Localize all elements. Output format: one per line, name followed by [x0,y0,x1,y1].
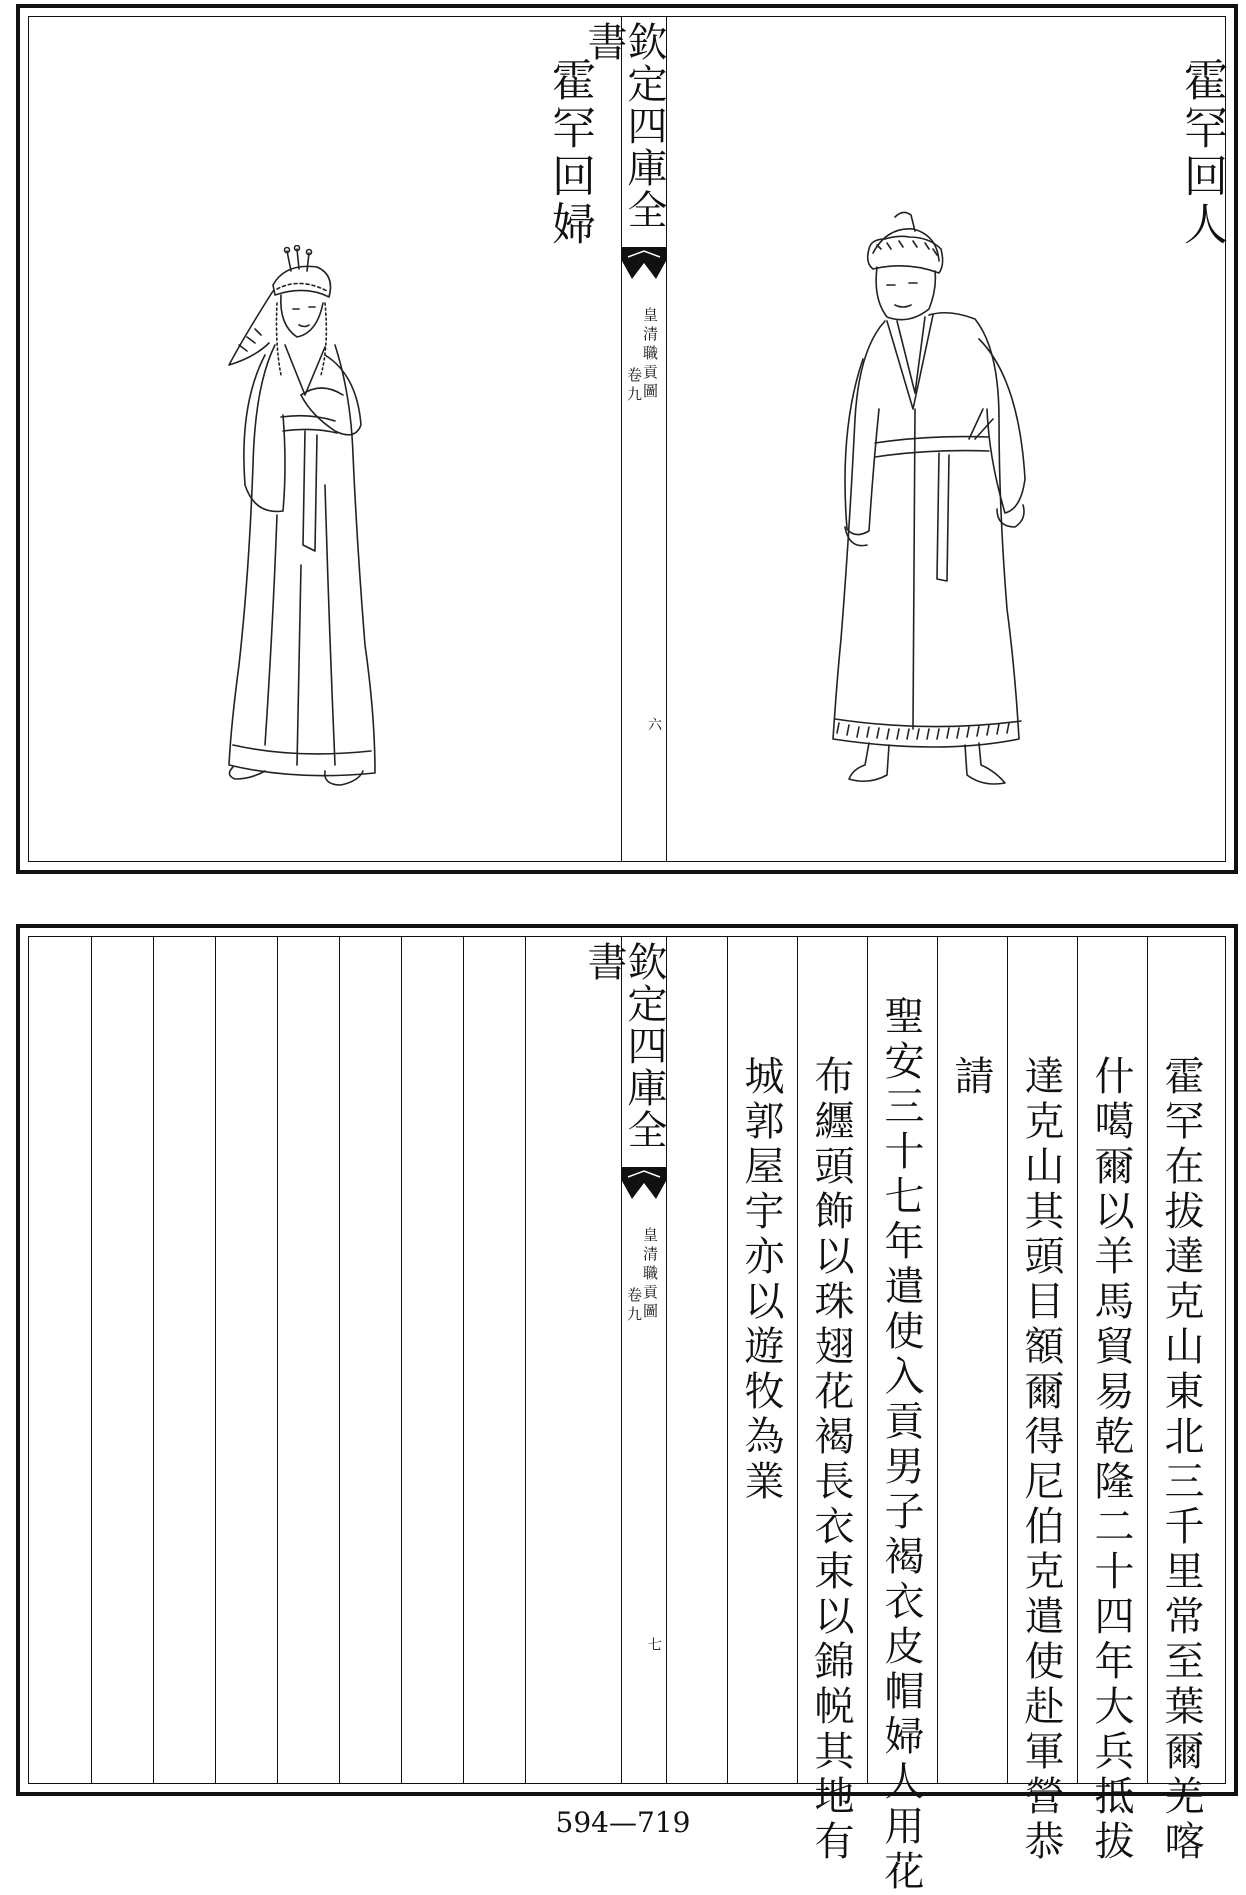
column-rule [1077,937,1078,1783]
top-page-frame [28,16,1226,862]
column-rule [339,937,340,1783]
right-caption: 霍罕回人 [1176,57,1227,249]
column-rule [153,937,154,1783]
column-rule [277,937,278,1783]
text-column-6: 布纒頭飾以珠翅花褐長衣束以錦帨其地有 [808,1055,854,1865]
top-strip-page: 六 [646,717,662,731]
top-strip-book: 皇清職貢圖 [641,307,659,402]
text-column-4: 請 [948,1055,994,1100]
column-rule [1007,937,1008,1783]
column-rule [937,937,938,1783]
top-strip-title: 欽定四庫全書 [581,21,667,231]
text-column-2: 什噶爾以羊馬貿易乾隆二十四年大兵抵拔 [1088,1055,1134,1865]
column-rule [867,937,868,1783]
top-strip-volume: 卷九 [625,367,643,405]
column-rule [401,937,402,1783]
bottom-strip-title: 欽定四庫全書 [581,941,667,1151]
bottom-fish-tail [622,1167,666,1199]
top-center-strip [581,17,667,861]
bottom-strip-book: 皇清職貢圖 [641,1227,659,1322]
footer-page-number: 594—719 [555,1806,691,1839]
column-rule [727,937,728,1783]
column-rule [463,937,464,1783]
left-caption: 霍罕回婦 [544,57,595,249]
column-rule [1147,937,1148,1783]
man-figure [829,209,1049,789]
text-column-3: 達克山其頭目額爾得尼伯克遣使赴軍營恭 [1018,1055,1064,1865]
text-column-7: 城郭屋宇亦以遊牧為業 [738,1055,784,1505]
top-strip-title-box [581,17,667,248]
column-rule [797,937,798,1783]
column-rule [91,937,92,1783]
text-column-5: 聖安三十七年遣使入貢男子褐衣皮帽婦人用花 [878,995,924,1895]
woman-figure [225,245,425,795]
top-page [16,4,1238,874]
bottom-strip-page: 七 [646,1637,662,1651]
bottom-strip-volume: 卷九 [625,1287,643,1325]
top-fish-tail [622,247,666,279]
text-column-1: 霍罕在拔達克山東北三千里常至葉爾羌喀 [1158,1055,1204,1865]
bottom-strip-title-box [581,937,667,1168]
column-rule [215,937,216,1783]
column-rule [525,937,526,1783]
bottom-center-strip [581,937,667,1783]
